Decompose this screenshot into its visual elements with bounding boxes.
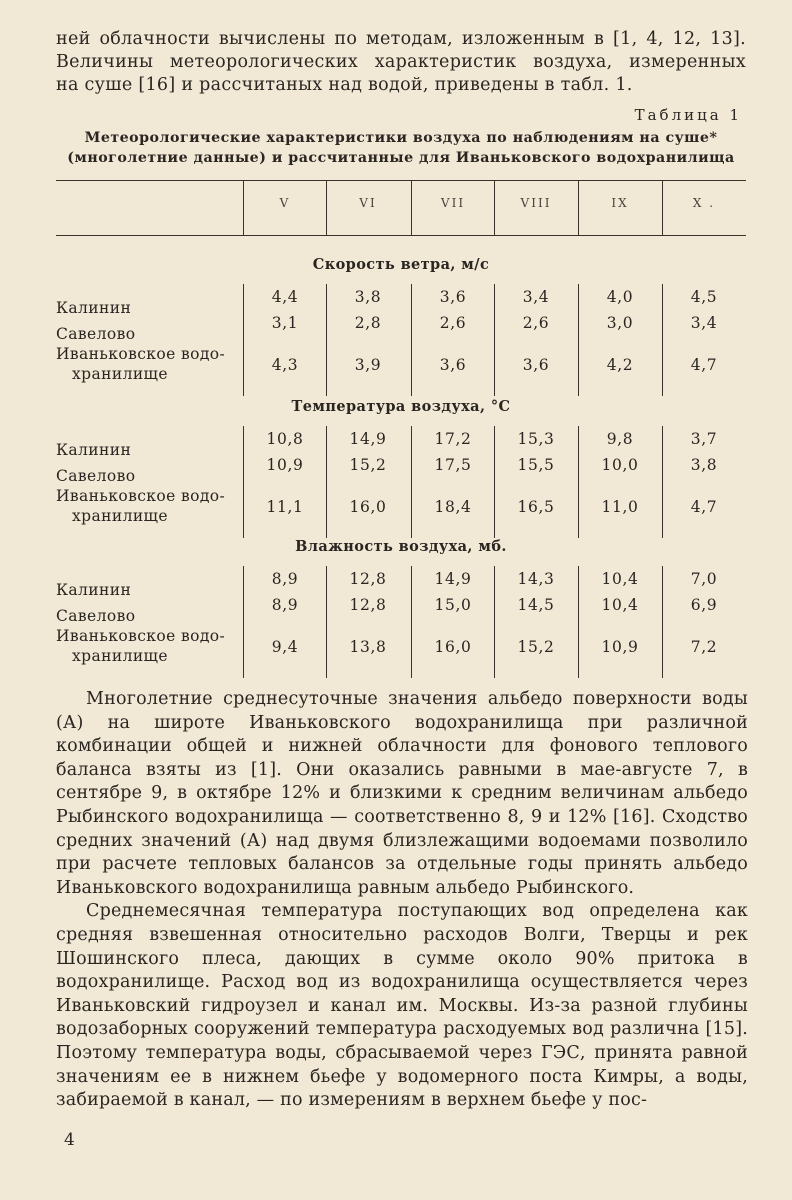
data-column-divider — [326, 566, 327, 678]
table-cell: 15,3 — [517, 430, 555, 448]
table-top-rule — [56, 180, 746, 181]
row-label-line: хранилище — [72, 507, 168, 525]
table-cell: 16,0 — [349, 498, 387, 516]
table-cell: 2,6 — [439, 314, 467, 332]
table-cell: 11,1 — [266, 498, 304, 516]
row-label: Савелово — [56, 467, 136, 485]
column-header-month: VI — [359, 196, 377, 210]
table-cell: 3,8 — [354, 288, 382, 306]
table-cell: 4,4 — [271, 288, 299, 306]
table-cell: 7,2 — [690, 638, 718, 656]
row-label — [56, 626, 225, 666]
row-label — [56, 344, 225, 384]
column-header-month: IX — [611, 196, 629, 210]
table-section-title: Температура воздуха, °С — [291, 398, 511, 415]
table-cell: 3,4 — [690, 314, 718, 332]
table-cell: 10,9 — [601, 638, 639, 656]
table-cell: 4,0 — [606, 288, 634, 306]
table-cell: 16,5 — [517, 498, 555, 516]
page-number: 4 — [64, 1130, 75, 1150]
data-column-divider — [243, 284, 244, 396]
data-column-divider — [662, 426, 663, 538]
body-paragraph: Среднемесячная температура поступающих вод определена как средняя взвешенная относительно расходов Волги, Тверцы и рек Шошинского плеса, дающих в сумме около 90% притока в водохранилище. Расход вод из водохранилища осуществляется через Иваньковский гидроузел и канал им. Москвы. Из-за разной глубины водозаборных сооружений температура расходуемых вод различна [15]. Поэтому температура воды, сбрасываемой через ГЭС, принята равной значениям ее в нижнем бьефе у водомерного поста Кимры, а воды, забираемой в канал, — по измерениям в верхнем бьефе у пос- — [56, 901, 748, 1111]
table-cell: 14,9 — [349, 430, 387, 448]
table-cell: 8,9 — [271, 570, 299, 588]
row-label-line: Иваньковское водо- — [56, 487, 226, 505]
data-column-divider — [578, 566, 579, 678]
table-cell: 3,6 — [439, 288, 467, 306]
table-cell: 3,7 — [690, 430, 718, 448]
table-cell: 3,0 — [606, 314, 634, 332]
header-column-divider — [326, 180, 327, 236]
table-cell: 4,2 — [606, 356, 634, 374]
table-cell: 3,9 — [354, 356, 382, 374]
data-column-divider — [411, 284, 412, 396]
table-cell: 12,8 — [349, 596, 387, 614]
column-header-month: VII — [440, 196, 466, 210]
header-column-divider — [243, 180, 244, 236]
table-cell: 8,9 — [271, 596, 299, 614]
table-cell: 3,6 — [439, 356, 467, 374]
table-caption-line: (многолетние данные) и рассчитанные для Иваньковского водохранилища — [67, 150, 735, 166]
table-section-title: Влажность воздуха, мб. — [295, 538, 507, 555]
row-label-line: хранилище — [72, 647, 168, 665]
table-cell: 2,8 — [354, 314, 382, 332]
table-cell: 4,5 — [690, 288, 718, 306]
body-paragraph: Многолетние среднесуточные значения альбедо поверхности воды (А) на широте Иваньковского водохранилища при различной комбинации общей и нижней облачности для фонового теплового баланса взяты из [1]. Они оказались равными в мае-августе 7, в сентябре 9, в октябре 12% и близкими к средним величинам альбедо Рыбинского водохранилища — соответственно 8, 9 и 12% [16]. Сходство средних значений (А) над двумя близлежащими водоемами позволило при расчете тепловых балансов за отдельные годы принять альбедо Иваньковского водохранилища равным альбедо Рыбинского. — [56, 689, 748, 898]
table-cell: 16,0 — [434, 638, 472, 656]
row-label: Калинин — [56, 299, 132, 317]
table-cell: 7,0 — [690, 570, 718, 588]
table-cell: 4,7 — [690, 498, 718, 516]
data-column-divider — [326, 284, 327, 396]
intro-line: на суше [16] и рассчитаных над водой, приведены в табл. 1. — [56, 75, 633, 95]
intro-line: Величины метеорологических характеристик воздуха, измеренных — [56, 52, 746, 72]
intro-line: ней облачности вычислены по методам, изложенным в [1, 4, 12, 13]. — [56, 29, 746, 49]
column-header-month: X . — [692, 196, 716, 210]
table-cell: 3,1 — [271, 314, 299, 332]
table-cell: 10,8 — [266, 430, 304, 448]
data-column-divider — [662, 284, 663, 396]
table-cell: 14,3 — [517, 570, 555, 588]
row-label: Калинин — [56, 581, 132, 599]
table-cell: 15,2 — [517, 638, 555, 656]
table-cell: 10,4 — [601, 596, 639, 614]
table-cell: 6,9 — [690, 596, 718, 614]
data-column-divider — [411, 566, 412, 678]
header-column-divider — [494, 180, 495, 236]
row-label: Савелово — [56, 607, 136, 625]
data-column-divider — [243, 426, 244, 538]
row-label — [56, 486, 225, 526]
header-column-divider — [578, 180, 579, 236]
data-column-divider — [243, 566, 244, 678]
table-cell: 4,3 — [271, 356, 299, 374]
table-cell: 2,6 — [522, 314, 550, 332]
intro-paragraph — [56, 28, 746, 97]
table-header-rule — [56, 235, 746, 236]
column-header-month: VIII — [520, 196, 552, 210]
table-cell: 14,9 — [434, 570, 472, 588]
table-cell: 15,5 — [517, 456, 555, 474]
table-cell: 3,4 — [522, 288, 550, 306]
data-column-divider — [578, 426, 579, 538]
table-cell: 9,4 — [271, 638, 299, 656]
table-cell: 11,0 — [601, 498, 639, 516]
column-header-month: V — [279, 196, 291, 210]
data-column-divider — [494, 284, 495, 396]
table-cell: 9,8 — [606, 430, 634, 448]
data-column-divider — [411, 426, 412, 538]
table-cell: 14,5 — [517, 596, 555, 614]
table-cell: 15,2 — [349, 456, 387, 474]
table-cell: 17,2 — [434, 430, 472, 448]
header-column-divider — [411, 180, 412, 236]
row-label: Савелово — [56, 325, 136, 343]
table-cell: 12,8 — [349, 570, 387, 588]
body-text — [56, 688, 748, 1113]
data-column-divider — [326, 426, 327, 538]
table-cell: 10,9 — [266, 456, 304, 474]
table-cell: 15,0 — [434, 596, 472, 614]
data-column-divider — [578, 284, 579, 396]
row-label-line: Иваньковское водо- — [56, 345, 226, 363]
table-section-title: Скорость ветра, м/с — [312, 256, 490, 273]
table-cell: 3,6 — [522, 356, 550, 374]
table-cell: 4,7 — [690, 356, 718, 374]
data-column-divider — [662, 566, 663, 678]
row-label: Калинин — [56, 441, 132, 459]
table-cell: 10,4 — [601, 570, 639, 588]
data-column-divider — [494, 426, 495, 538]
table-cell: 13,8 — [349, 638, 387, 656]
table-cell: 18,4 — [434, 498, 472, 516]
row-label-line: Иваньковское водо- — [56, 627, 226, 645]
header-column-divider — [662, 180, 663, 236]
table-cell: 3,8 — [690, 456, 718, 474]
table-caption — [56, 128, 746, 168]
table-number-label: Таблица 1 — [634, 106, 742, 124]
table-cell: 10,0 — [601, 456, 639, 474]
row-label-line: хранилище — [72, 365, 168, 383]
data-column-divider — [494, 566, 495, 678]
table-cell: 17,5 — [434, 456, 472, 474]
table-caption-line: Метеорологические характеристики воздуха по наблюдениям на суше* — [84, 130, 718, 146]
